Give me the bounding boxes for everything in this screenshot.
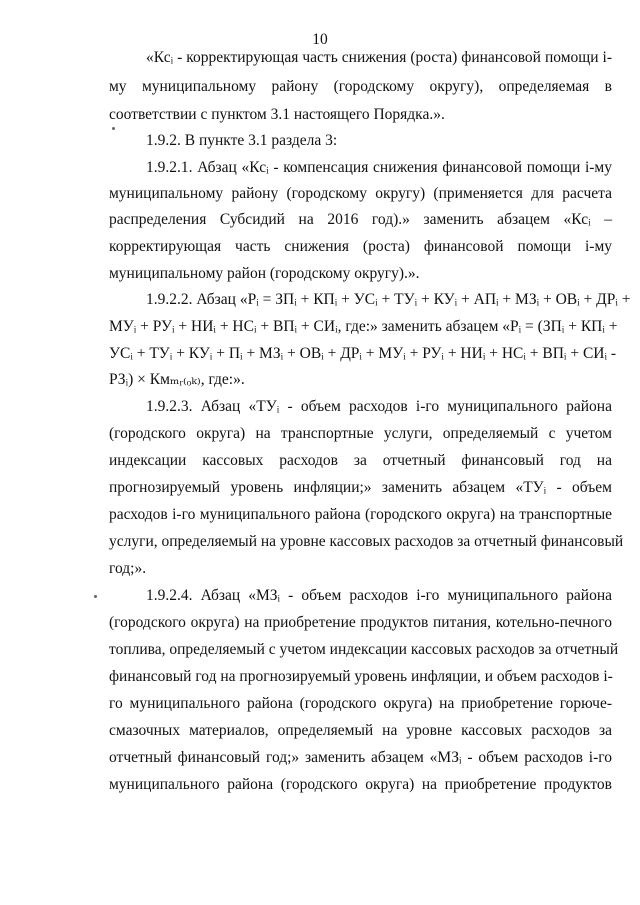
text-line: УСᵢ + ТУᵢ + КУᵢ + Пᵢ + МЗᵢ + ОВᵢ + ДРᵢ + МУᵢ + РУᵢ + НИᵢ + НСᵢ + ВПᵢ + СИᵢ - bbox=[109, 345, 617, 362]
text-line: МУᵢ + РУᵢ + НИᵢ + НСᵢ + ВПᵢ + СИᵢ, где:» заменить абзацем «Pᵢ = (ЗПᵢ + КПᵢ + bbox=[109, 318, 618, 335]
text-line: «Ксᵢ - корректирующая часть снижения (роста) финансовой помощи i- bbox=[146, 49, 612, 66]
text-line: финансовый год на прогнозируемый уровень инфляции, и объем расходов i- bbox=[109, 668, 613, 685]
text-line: индексации кассовых расходов за отчетный финансовый год на bbox=[109, 452, 612, 469]
text-line: муниципальному район (городскому округу).». bbox=[109, 265, 420, 282]
text-line: прогнозируемый уровень инфляции;» заменить абзацем «ТУᵢ - объем bbox=[109, 479, 612, 496]
text-line: распределения Субсидий на 2016 год).» заменить абзацем «Ксᵢ – bbox=[109, 211, 612, 228]
text-line: корректирующая часть снижения (роста) финансовой помощи i-му bbox=[109, 238, 612, 255]
text-line: топлива, определяемый с учетом индексации кассовых расходов за отчетный bbox=[109, 641, 619, 658]
page-number: 10 bbox=[312, 31, 328, 48]
text-line: 1.9.2.3. Абзац «ТУᵢ - объем расходов i-го муниципального района bbox=[146, 398, 612, 415]
text-line: 1.9.2.1. Абзац «Ксᵢ - компенсация снижения финансовой помощи i-му bbox=[146, 159, 612, 176]
scan-speck bbox=[94, 595, 97, 598]
text-line: (городского округа) на транспортные услуги, определяемый с учетом bbox=[109, 425, 612, 442]
text-line: РЗᵢ) × Кмₘᵣ₍ₒₖ₎, где:». bbox=[109, 371, 245, 388]
text-line: (городского округа) на приобретение продуктов питания, котельно-печного bbox=[109, 614, 612, 631]
text-line: смазочных материалов, определяемый на уровне кассовых расходов за bbox=[109, 722, 612, 739]
text-line: 1.9.2. В пункте 3.1 раздела 3: bbox=[146, 132, 338, 149]
text-line: услуги, определяемый на уровне кассовых расходов за отчетный финансовый bbox=[109, 533, 624, 550]
scan-speck bbox=[112, 127, 115, 130]
text-line: расходов i-го муниципального района (городского округа) на транспортные bbox=[109, 506, 612, 523]
text-line: 1.9.2.4. Абзац «МЗᵢ - объем расходов i-го муниципального района bbox=[146, 587, 612, 604]
text-line: соответствии с пунктом 3.1 настоящего Порядка.». bbox=[109, 106, 445, 123]
text-line: год;». bbox=[109, 560, 147, 577]
text-line: муниципального района (городского округа) на приобретение продуктов bbox=[109, 776, 612, 793]
text-line: муниципальному району (городскому округу) (применяется для расчета bbox=[109, 185, 612, 202]
text-line: му муниципальному району (городскому округу), определяемая в bbox=[109, 78, 612, 95]
text-line: 1.9.2.2. Абзац «Pᵢ = ЗПᵢ + КПᵢ + УСᵢ + ТУᵢ + КУᵢ + АПᵢ + МЗᵢ + ОВᵢ + ДРᵢ + bbox=[146, 291, 631, 308]
text-line: отчетный финансовый год;» заменить абзацем «МЗᵢ - объем расходов i-го bbox=[109, 749, 612, 766]
text-line: го муниципального района (городского округа) на приобретение горюче- bbox=[109, 695, 612, 712]
